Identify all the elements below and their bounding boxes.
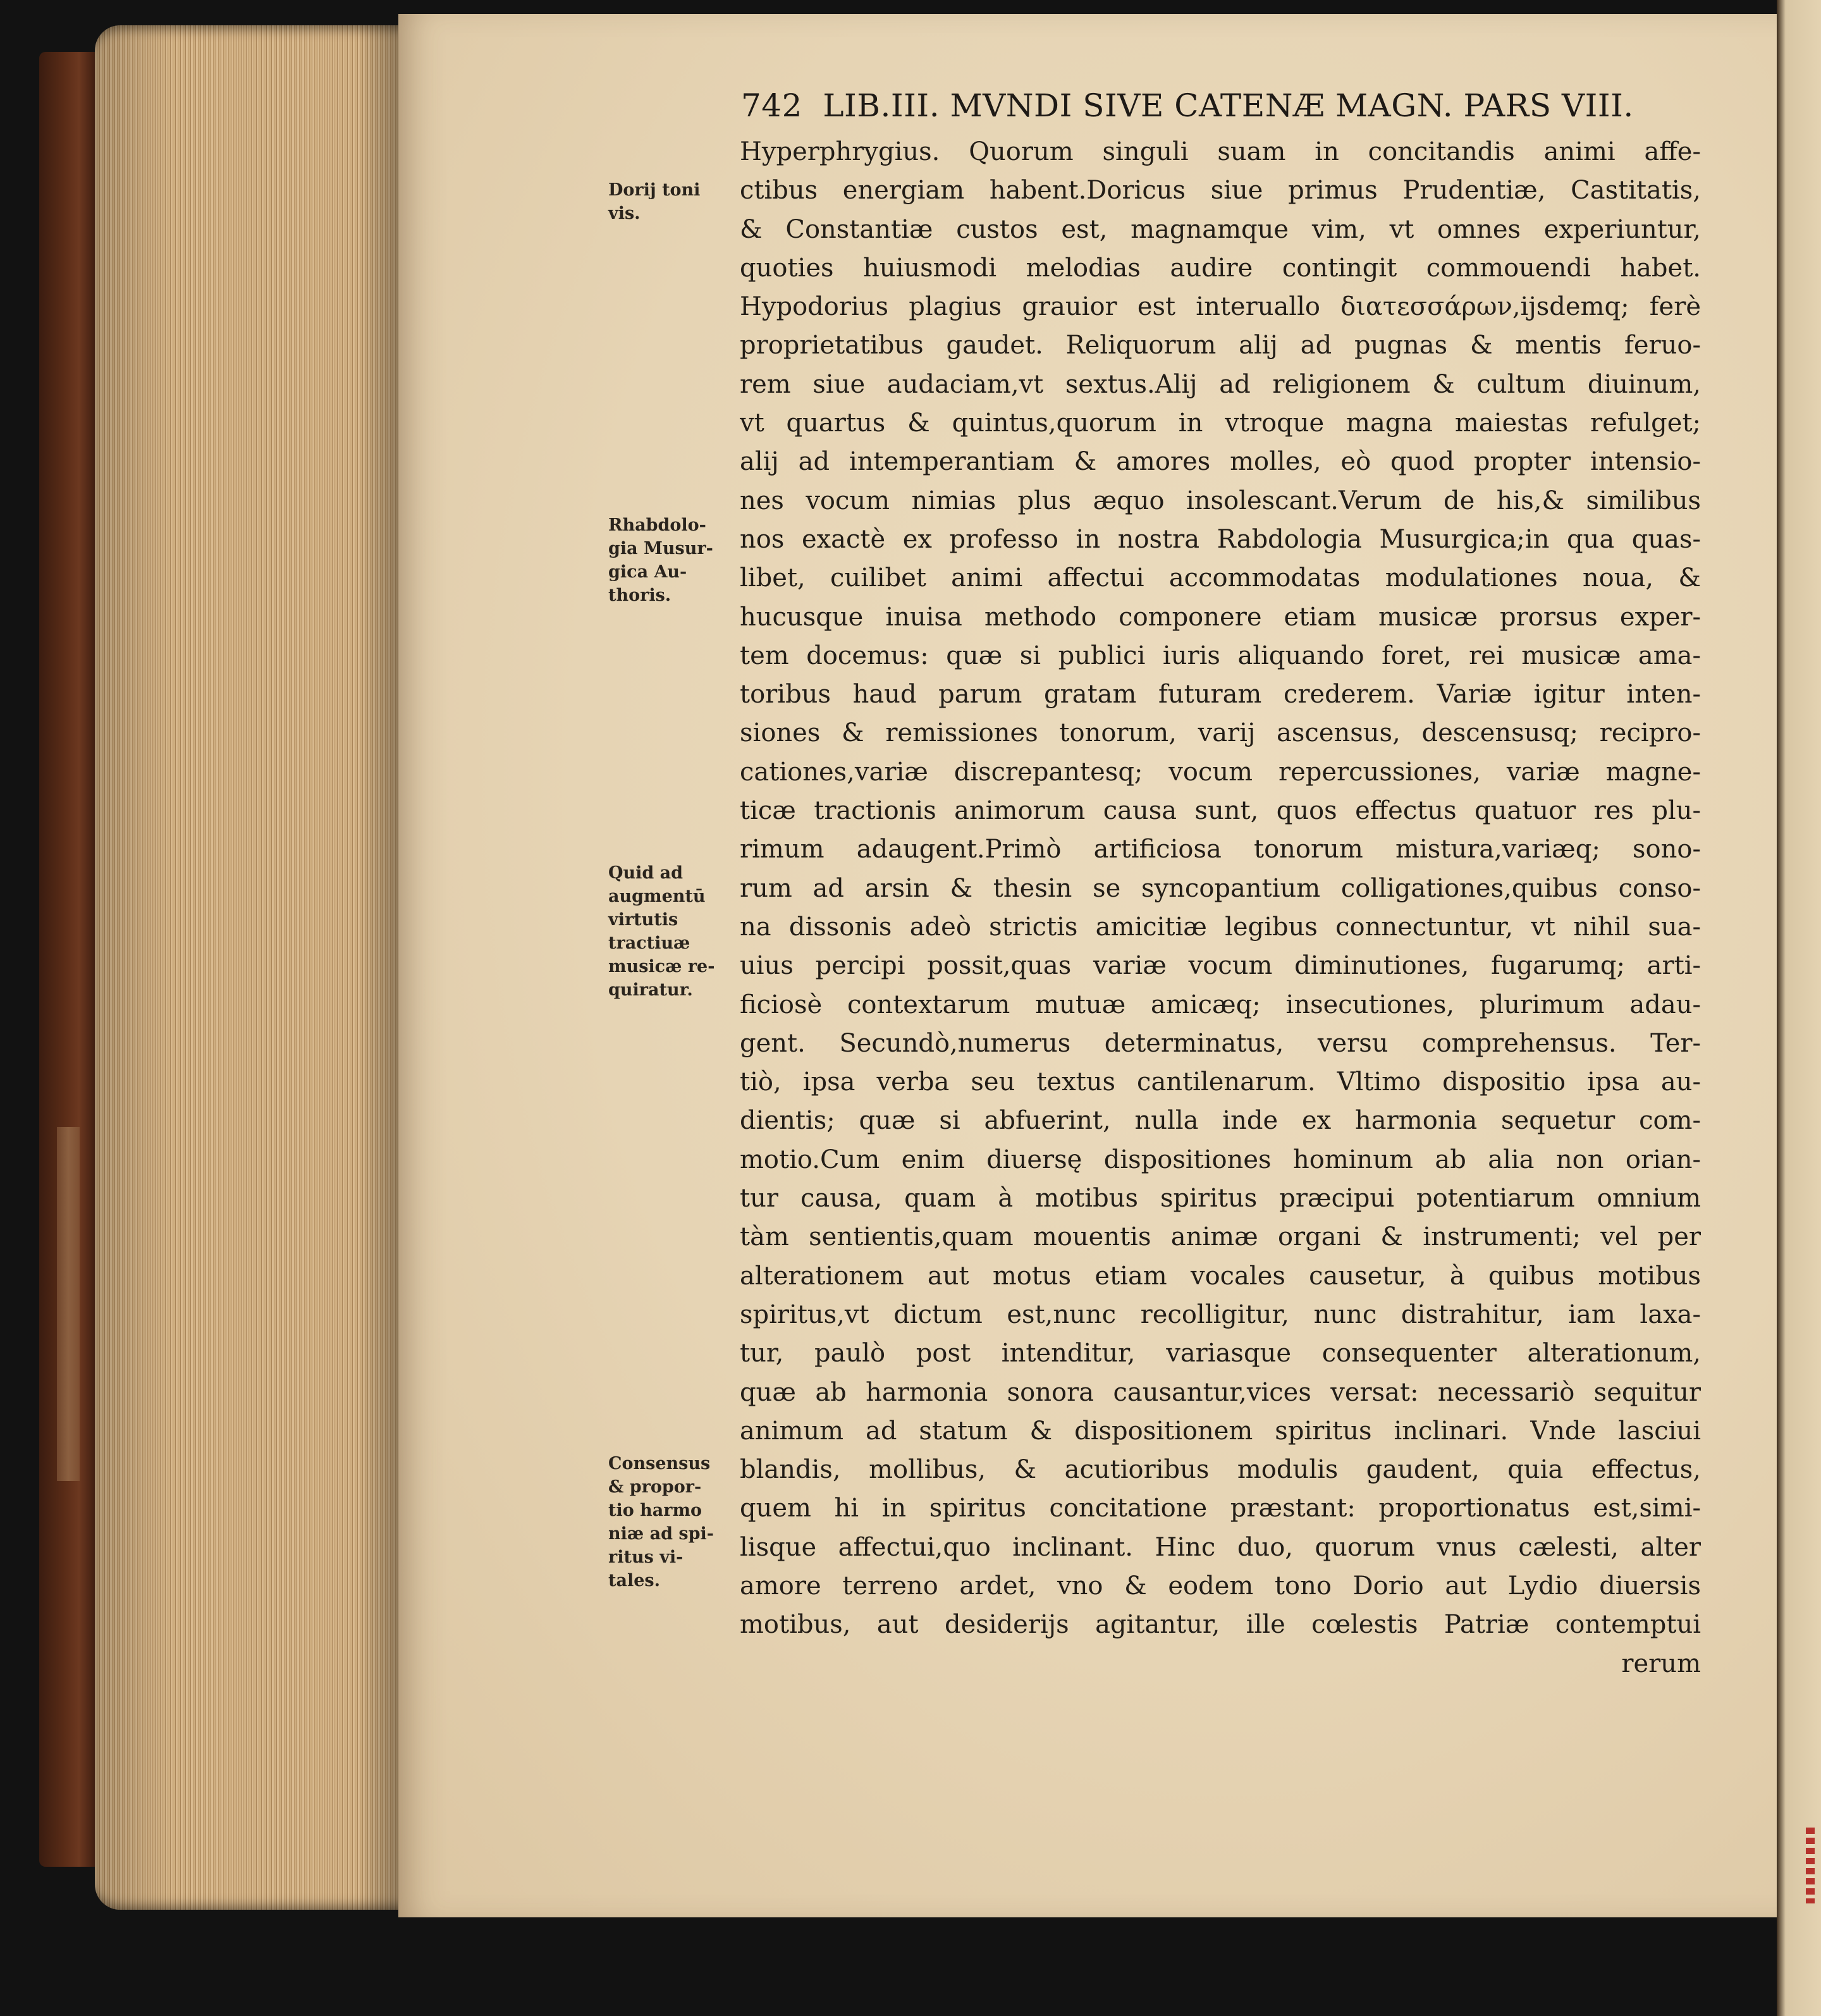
- marginal-note-line: tales.: [608, 1571, 661, 1590]
- body-line: na dissonis adeò strictis amicitiæ legibus connectuntur, vt nihil sua-: [740, 912, 1701, 942]
- marginal-note-line: gia Musur-: [608, 539, 713, 558]
- marginal-note-line: virtutis: [608, 910, 678, 930]
- body-line: alij ad intemperantiam & amores molles, eò quod propter intensio-: [740, 447, 1701, 477]
- marginal-note-line: tractiuæ: [608, 933, 690, 953]
- running-title: LIB.III. MVNDI SIVE CATENÆ MAGN. PARS VIII.: [823, 87, 1634, 124]
- marginal-note-line: gica Au-: [608, 562, 687, 582]
- marginal-note-consensus: [608, 1452, 735, 1592]
- marginal-note-line: quiratur.: [608, 980, 693, 1000]
- leather-cover: [39, 52, 96, 1867]
- body-line: gent. Secundò,numerus determinatus, versu comprehensus. Ter-: [740, 1028, 1701, 1058]
- body-line: tiò, ipsa verba seu textus cantilenarum. Vltimo dispositio ipsa au-: [740, 1067, 1701, 1097]
- body-line: quoties huiusmodi melodias audire contingit commouendi habet.: [740, 253, 1701, 283]
- body-line: hucusque inuisa methodo componere etiam musicæ prorsus exper-: [740, 602, 1701, 632]
- body-line: proprietatibus gaudet. Reliquorum alij ad pugnas & mentis feruo-: [740, 331, 1701, 360]
- body-line: nes vocum nimias plus æquo insolescant.Verum de his,& similibus: [740, 486, 1701, 515]
- body-line: alterationem aut motus etiam vocales causetur, à quibus motibus: [740, 1261, 1701, 1291]
- body-text: [740, 133, 1701, 1683]
- marginal-note-rhabdologia: [608, 513, 735, 607]
- body-line: vt quartus & quintus,quorum in vtroque magna maiestas refulget;: [740, 409, 1701, 438]
- body-line: blandis, mollibus, & acutioribus modulis gaudent, quia effectus,: [740, 1455, 1701, 1485]
- marginal-note-line: & propor-: [608, 1477, 702, 1497]
- body-line: quæ ab harmonia sonora causantur,vices versat: necessariò sequitur: [740, 1377, 1701, 1407]
- body-line: nos exactè ex professo in nostra Rabdologia Musurgica;in qua quas-: [740, 524, 1701, 554]
- body-line: amore terreno ardet, vno & eodem tono Dorio aut Lydio diuersis: [740, 1571, 1701, 1601]
- body-line: animum ad statum & dispositionem spiritus inclinari. Vnde lasciui: [740, 1416, 1701, 1446]
- marginal-note-line: musicæ re-: [608, 957, 715, 976]
- body-line: ficiosè contextarum mutuæ amicæq; insecutiones, plurimum adau-: [740, 990, 1701, 1019]
- marginal-note-line: vis.: [608, 204, 641, 223]
- body-line: tem docemus: quæ si publici iuris aliquando foret, rei musicæ ama-: [740, 641, 1701, 670]
- marginal-note-line: Consensus: [608, 1454, 711, 1473]
- body-line: uius percipi possit,quas variæ vocum diminutiones, fugarumq; arti-: [740, 951, 1701, 981]
- body-line: libet, cuilibet animi affectui accommodatas modulationes noua, &: [740, 563, 1701, 593]
- body-line: rimum adaugent.Primò artificiosa tonorum mistura,variæq; sono-: [740, 835, 1701, 864]
- body-line: dientis; quæ si abfuerint, nulla inde ex harmonia sequetur com-: [740, 1106, 1701, 1136]
- body-line: tur, paulò post intenditur, variasque consequenter alterationum,: [740, 1339, 1701, 1368]
- marginal-note-line: Quid ad: [608, 863, 684, 883]
- body-line: & Constantiæ custos est, magnamque vim, vt omnes experiuntur,: [740, 214, 1701, 244]
- catchword: rerum: [1621, 1649, 1701, 1678]
- marginal-note-dorian-tone: [608, 178, 735, 225]
- page-fore-edge: [95, 25, 405, 1910]
- body-line: spiritus,vt dictum est,nunc recolligitur, nunc distrahitur, iam laxa-: [740, 1300, 1701, 1329]
- facing-page-sliver: [1777, 0, 1821, 2016]
- body-line: ticæ tractionis animorum causa sunt, quos effectus quatuor res plu-: [740, 796, 1701, 826]
- marginal-note-line: ritus vi-: [608, 1547, 684, 1567]
- body-line: motio.Cum enim diuersę dispositiones hominum ab alia non orian-: [740, 1145, 1701, 1174]
- body-line: toribus haud parum gratam futuram crederem. Variæ igitur inten-: [740, 680, 1701, 710]
- body-line: siones & remissiones tonorum, varij ascensus, descensusq; recipro-: [740, 718, 1701, 748]
- body-line: tàm sentientis,quam mouentis animæ organi & instrumenti; vel per: [740, 1222, 1701, 1252]
- body-line: cationes,variæ discrepantesq; vocum repercussiones, variæ magne-: [740, 757, 1701, 787]
- marginal-note-line: Dorij toni: [608, 180, 701, 200]
- marginal-note-line: niæ ad spi-: [608, 1524, 714, 1544]
- marginal-note-line: augmentū: [608, 887, 706, 906]
- running-head: [741, 87, 1689, 124]
- marginal-note-line: tio harmo: [608, 1501, 702, 1520]
- body-line: tur causa, quam à motibus spiritus præcipui potentiarum omnium: [740, 1184, 1701, 1214]
- body-line: ctibus energiam habent.Doricus siue primus Prudentiæ, Castitatis,: [740, 176, 1701, 206]
- body-line: lisque affectui,quo inclinant. Hinc duo, quorum vnus cælesti, alter: [740, 1532, 1701, 1562]
- marginal-note-line: thoris.: [608, 586, 671, 605]
- page-number: 742: [741, 87, 802, 124]
- body-line: rum ad arsin & thesin se syncopantium colligationes,quibus conso-: [740, 873, 1701, 903]
- body-line: motibus, aut desiderijs agitantur, ille cœlestis Patriæ contemptui: [740, 1610, 1701, 1640]
- red-ribbon-edge: [1806, 1828, 1815, 1903]
- body-line: quem hi in spiritus concitatione præstant: proportionatus est,simi-: [740, 1494, 1701, 1523]
- marginal-note-line: Rhabdolo-: [608, 515, 706, 535]
- body-line: Hyperphrygius. Quorum singuli suam in concitandis animi affe-: [740, 137, 1701, 166]
- body-line: rem siue audaciam,vt sextus.Alij ad religionem & cultum diuinum,: [740, 369, 1701, 399]
- body-line: Hypodorius plagius grauior est interuallo διατεσσάρων,ijsdemq; ferè: [740, 292, 1701, 322]
- marginal-note-quid-ad-augmentum: [608, 861, 735, 1002]
